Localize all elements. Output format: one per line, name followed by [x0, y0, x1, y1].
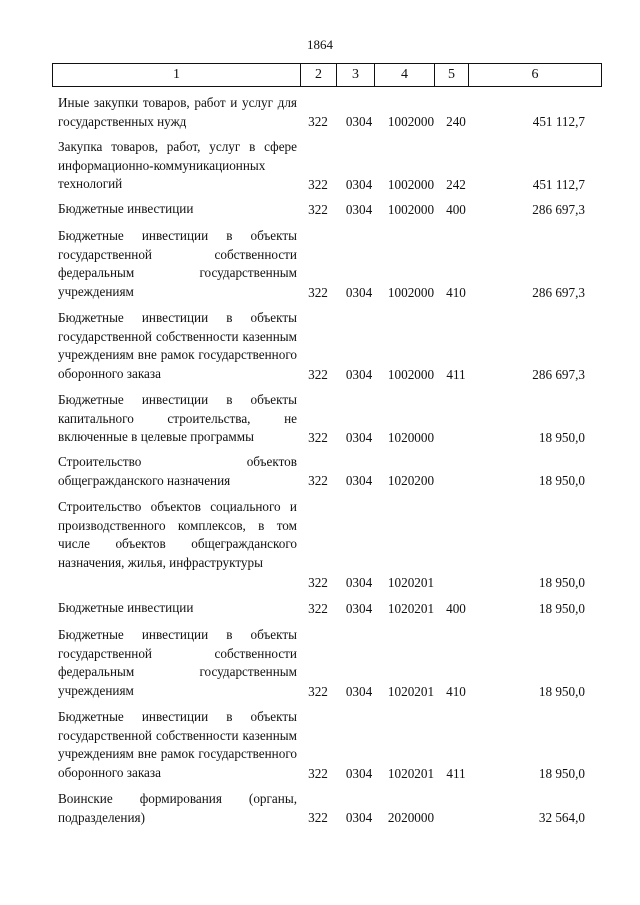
cell-col-4: 2020000: [387, 809, 435, 825]
cell-col-2: 322: [308, 600, 328, 616]
cell-col-3: 0304: [345, 574, 373, 590]
cell-col-5: 400: [446, 600, 466, 616]
cell-col-5: 410: [446, 284, 466, 300]
page-number: 1864: [307, 37, 333, 52]
cell-col-4: 1020201: [387, 683, 435, 699]
cell-col-6: 18 950,0: [538, 574, 585, 590]
table-row: [0, 138, 640, 194]
header-col-6: 6: [531, 67, 539, 82]
cell-col-6: 18 950,0: [538, 600, 585, 616]
row-name: Бюджетные инвестиции в объекты государственной собственности федеральным государственным учреждениям: [58, 627, 297, 698]
cell-col-4: 1002000: [387, 176, 435, 192]
cell-col-4: 1002000: [387, 284, 435, 300]
cell-col-2: 322: [308, 366, 328, 382]
cell-col-2: 322: [308, 284, 328, 300]
cell-col-3: 0304: [345, 809, 373, 825]
cell-col-6: 286 697,3: [532, 366, 585, 382]
table-header: [52, 63, 602, 87]
cell-col-2: 322: [308, 809, 328, 825]
header-col-3: 3: [337, 64, 375, 86]
cell-col-6: 286 697,3: [532, 284, 585, 300]
row-name: Бюджетные инвестиции: [58, 201, 194, 216]
cell-col-2: 322: [308, 113, 328, 129]
cell-col-4: 1002000: [387, 201, 435, 217]
cell-col-3: 0304: [345, 201, 373, 217]
cell-col-6: 451 112,7: [532, 176, 585, 192]
cell-col-3: 0304: [345, 429, 373, 445]
table-row: [0, 453, 640, 490]
table-row: [0, 94, 640, 131]
cell-col-2: 322: [308, 201, 328, 217]
cell-col-5: 410: [446, 683, 466, 699]
cell-col-2: 322: [308, 176, 328, 192]
row-name: Бюджетные инвестиции в объекты капитального строительства, не включенные в целевые программы: [58, 392, 297, 444]
cell-col-2: 322: [308, 574, 328, 590]
cell-col-6: 451 112,7: [532, 113, 585, 129]
cell-col-5: 242: [446, 176, 466, 192]
row-name: Бюджетные инвестиции в объекты государственной собственности казенным учреждениям вне рамок государственного оборонного заказа: [58, 709, 297, 780]
cell-col-2: 322: [308, 683, 328, 699]
cell-col-4: 1020000: [387, 429, 435, 445]
cell-col-3: 0304: [345, 683, 373, 699]
cell-col-3: 0304: [345, 284, 373, 300]
cell-col-3: 0304: [345, 765, 373, 781]
cell-col-3: 0304: [345, 113, 373, 129]
cell-col-2: 322: [308, 472, 328, 488]
row-name: Бюджетные инвестиции: [58, 600, 194, 615]
cell-col-4: 1020200: [387, 472, 435, 488]
row-name: Иные закупки товаров, работ и услуг для государственных нужд: [58, 95, 297, 129]
table-row: [0, 708, 640, 783]
cell-col-5: 400: [446, 201, 466, 217]
table-row: [0, 498, 640, 592]
cell-col-6: 18 950,0: [538, 472, 585, 488]
header-col-4: 4: [375, 64, 435, 86]
table-row: [0, 599, 640, 618]
cell-col-6: 18 950,0: [538, 683, 585, 699]
row-name: Воинские формирования (органы, подразделения): [58, 791, 297, 825]
header-col-2: 2: [301, 64, 337, 86]
table-row: [0, 227, 640, 302]
row-name: Бюджетные инвестиции в объекты государственной собственности казенным учреждениям вне рамок государственного оборонного заказа: [58, 310, 297, 381]
cell-col-3: 0304: [345, 600, 373, 616]
row-name: Строительство объектов социального и производственного комплексов, в том числе объектов общегражданского назначения, жилья, инфраструктуры: [58, 499, 297, 570]
cell-col-3: 0304: [345, 366, 373, 382]
row-name: Строительство объектов общегражданского назначения: [58, 454, 297, 488]
cell-col-3: 0304: [345, 176, 373, 192]
table-row: [0, 626, 640, 701]
row-name: Бюджетные инвестиции в объекты государственной собственности федеральным государственным учреждениям: [58, 228, 297, 299]
table-row: [0, 790, 640, 827]
cell-col-4: 1020201: [387, 574, 435, 590]
header-col-5: 5: [435, 64, 469, 86]
table-row: [0, 391, 640, 447]
cell-col-5: 411: [446, 366, 466, 382]
cell-col-4: 1002000: [387, 113, 435, 129]
cell-col-5: 240: [446, 113, 466, 129]
cell-col-3: 0304: [345, 472, 373, 488]
cell-col-4: 1002000: [387, 366, 435, 382]
row-name: Закупка товаров, работ, услуг в сфере информационно-коммуникационных технологий: [58, 139, 297, 191]
cell-col-6: 18 950,0: [538, 765, 585, 781]
table-row: [0, 200, 640, 219]
cell-col-6: 286 697,3: [532, 201, 585, 217]
table-row: [0, 309, 640, 384]
header-col-1: 1: [53, 64, 301, 86]
cell-col-4: 1020201: [387, 765, 435, 781]
cell-col-5: 411: [446, 765, 466, 781]
cell-col-6: 32 564,0: [538, 809, 585, 825]
cell-col-4: 1020201: [387, 600, 435, 616]
cell-col-6: 18 950,0: [538, 429, 585, 445]
cell-col-2: 322: [308, 765, 328, 781]
cell-col-2: 322: [308, 429, 328, 445]
